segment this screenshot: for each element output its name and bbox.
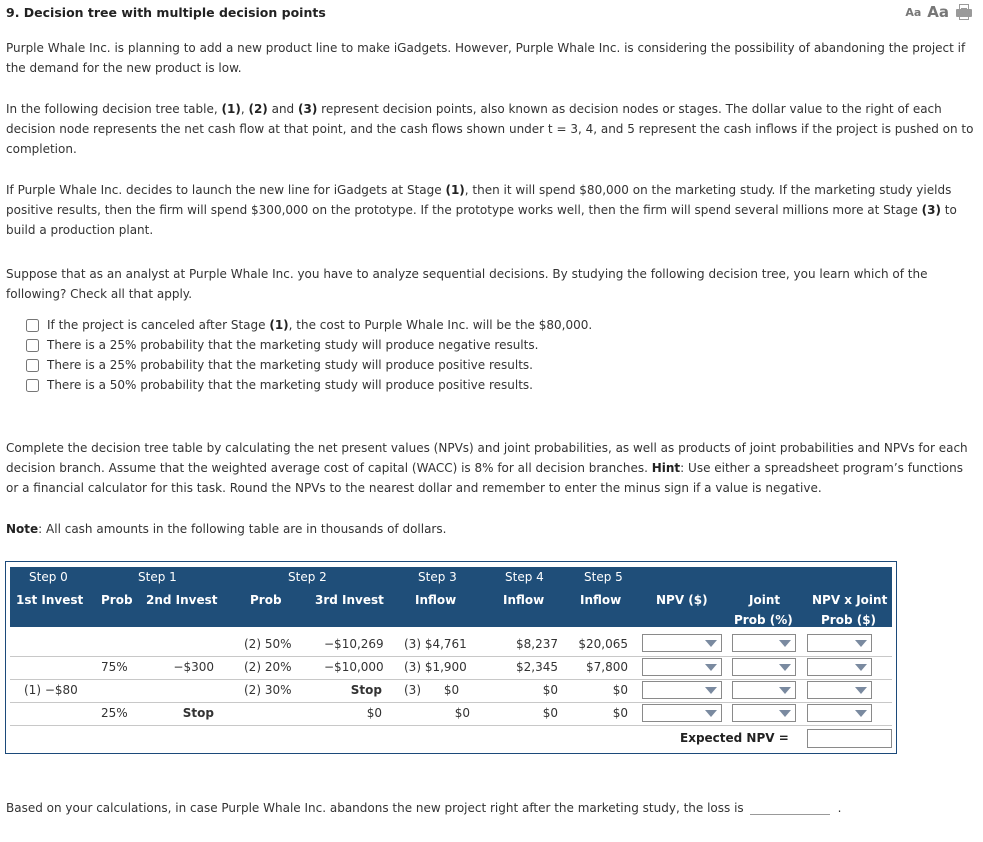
question-prompt: Suppose that as an analyst at Purple Whale Inc. you have to analyze sequential decisions. By studying the following decision tree, you learn which of the following? Check all that apply.	[6, 267, 928, 301]
header-inflow-5: Inflow	[580, 593, 622, 607]
header-step5: Step 5	[584, 570, 623, 584]
row4-prob1: 25%	[101, 706, 128, 720]
joint-prob-dropdown-row4[interactable]	[732, 704, 796, 722]
row3-step4: $0	[542, 683, 558, 697]
option-checkbox-1[interactable]	[26, 319, 39, 332]
final-question: Based on your calculations, in case Purple Whale Inc. abandons the new project right after the marketing study, the loss is .	[6, 801, 842, 815]
row2-prob1: 75%	[101, 660, 128, 674]
answer-checklist	[26, 315, 592, 395]
header-npv: NPV ($)	[656, 593, 708, 607]
option-row	[26, 355, 592, 375]
option-label-3[interactable]: There is a 25% probability that the marketing study will produce positive results.	[47, 358, 533, 372]
chevron-down-icon	[705, 664, 717, 671]
chevron-down-icon	[705, 687, 717, 694]
option-label-4[interactable]: There is a 50% probability that the marketing study will produce positive results.	[47, 378, 533, 392]
expected-npv-input[interactable]	[807, 729, 892, 748]
font-increase-button[interactable]: Aa	[927, 3, 949, 21]
option-label-1[interactable]: If the project is canceled after Stage (1), the cost to Purple Whale Inc. will be the $80,000.	[47, 318, 593, 332]
row2-step5: $7,800	[586, 660, 628, 674]
row2-step3: (3) $1,900	[404, 660, 467, 674]
npv-dropdown-row4[interactable]	[642, 704, 722, 722]
question-title: 9. Decision tree with multiple decision points	[6, 5, 326, 20]
instructions-paragraph: Complete the decision tree table by calculating the net present values (NPVs) and joint probabilities, as well as products of joint probabilities and NPVs for each decision branch. Assume that the weighted average cost of capital (WACC) is 8% for all decision branches. Hint: Use either a spreadsheet program’s functions or a financial calculator for this task. Round the NPVs to the nearest dollar and remember to enter the minus sign if a value is negative.	[6, 441, 968, 495]
header-npv-joint-unit: Prob ($)	[821, 613, 877, 627]
option-label-2[interactable]: There is a 25% probability that the marketing study will produce negative results.	[47, 338, 539, 352]
note-text: Note: All cash amounts in the following table are in thousands of dollars.	[6, 522, 447, 536]
row2-prob2: (2) 20%	[244, 660, 292, 674]
print-icon[interactable]	[955, 4, 973, 20]
row2-step4: $2,345	[516, 660, 558, 674]
npv-joint-dropdown-row3[interactable]	[807, 681, 872, 699]
chevron-down-icon	[779, 710, 791, 717]
intro-paragraph-1: Purple Whale Inc. is planning to add a new product line to make iGadgets. However, Purple Whale Inc. is considering the possibility of abandoning the project if the demand for the new product is low.	[6, 41, 966, 75]
intro-paragraph-3: If Purple Whale Inc. decides to launch the new line for iGadgets at Stage (1), then it will spend $80,000 on the marketing study. If the marketing study yields positive results, then the firm will spend $300,000 on the prototype. If the prototype works well, then the firm will spend several millions more at Stage (3) to build a production plant.	[6, 183, 957, 237]
row3-prob2: (2) 30%	[244, 683, 292, 697]
expected-npv-label: Expected NPV =	[680, 731, 789, 745]
row-divider	[10, 679, 892, 680]
npv-joint-dropdown-row4[interactable]	[807, 704, 872, 722]
row3-step0: (1) −$80	[24, 683, 78, 697]
option-checkbox-2[interactable]	[26, 339, 39, 352]
chevron-down-icon	[855, 640, 867, 647]
header-step3: Step 3	[418, 570, 457, 584]
header-prob-2: Prob	[250, 593, 282, 607]
chevron-down-icon	[779, 640, 791, 647]
row1-step4: $8,237	[516, 637, 558, 651]
header-step1: Step 1	[138, 570, 177, 584]
loss-answer-blank[interactable]	[750, 800, 830, 815]
joint-prob-dropdown-row2[interactable]	[732, 658, 796, 676]
option-row	[26, 375, 592, 395]
chevron-down-icon	[779, 664, 791, 671]
npv-dropdown-row2[interactable]	[642, 658, 722, 676]
font-decrease-button[interactable]: Aa	[905, 5, 922, 19]
row1-step3: (3) $4,761	[404, 637, 467, 651]
npv-joint-dropdown-row1[interactable]	[807, 634, 872, 652]
row4-invest3: $0	[366, 706, 382, 720]
joint-prob-dropdown-row1[interactable]	[732, 634, 796, 652]
chevron-down-icon	[705, 640, 717, 647]
chevron-down-icon	[705, 710, 717, 717]
row4-step5: $0	[612, 706, 628, 720]
header-npv-joint: NPV x Joint	[812, 593, 888, 607]
joint-prob-dropdown-row3[interactable]	[732, 681, 796, 699]
npv-dropdown-row3[interactable]	[642, 681, 722, 699]
chevron-down-icon	[855, 687, 867, 694]
header-3rd-invest: 3rd Invest	[315, 593, 384, 607]
row1-prob2: (2) 50%	[244, 637, 292, 651]
chevron-down-icon	[855, 710, 867, 717]
header-inflow-4: Inflow	[503, 593, 545, 607]
option-checkbox-3[interactable]	[26, 359, 39, 372]
header-step0: Step 0	[29, 570, 68, 584]
npv-joint-dropdown-row2[interactable]	[807, 658, 872, 676]
row-divider	[10, 656, 892, 657]
row4-step3: $0	[454, 706, 470, 720]
header-step2: Step 2	[288, 570, 327, 584]
row3-invest3: Stop	[350, 683, 382, 697]
header-inflow-3: Inflow	[415, 593, 457, 607]
row2-invest2: −$300	[173, 660, 214, 674]
chevron-down-icon	[855, 664, 867, 671]
header-1st-invest: 1st Invest	[16, 593, 84, 607]
header-2nd-invest: 2nd Invest	[146, 593, 218, 607]
row4-invest2: Stop	[182, 706, 214, 720]
header-joint-prob: Joint	[749, 593, 781, 607]
row1-step5: $20,065	[578, 637, 628, 651]
header-prob-1: Prob	[101, 593, 133, 607]
header-joint-prob-unit: Prob (%)	[734, 613, 793, 627]
row4-step4: $0	[542, 706, 558, 720]
intro-paragraph-2: In the following decision tree table, (1), (2) and (3) represent decision points, also known as decision nodes or stages. The dollar value to the right of each decision node represents the net cash flow at that point, and the cash flows shown under t = 3, 4, and 5 represent the cash inflows if the project is pushed on to completion.	[6, 102, 974, 156]
row3-step5: $0	[612, 683, 628, 697]
font-tools	[905, 3, 973, 21]
row2-invest3: −$10,000	[324, 660, 384, 674]
row-divider	[10, 725, 892, 726]
npv-dropdown-row1[interactable]	[642, 634, 722, 652]
option-row	[26, 335, 592, 355]
option-row	[26, 315, 592, 335]
chevron-down-icon	[779, 687, 791, 694]
option-checkbox-4[interactable]	[26, 379, 39, 392]
decision-tree-table	[5, 561, 897, 754]
row3-step3: (3) $0	[404, 683, 460, 697]
header-step4: Step 4	[505, 570, 544, 584]
row1-invest3: −$10,269	[324, 637, 384, 651]
row-divider	[10, 702, 892, 703]
